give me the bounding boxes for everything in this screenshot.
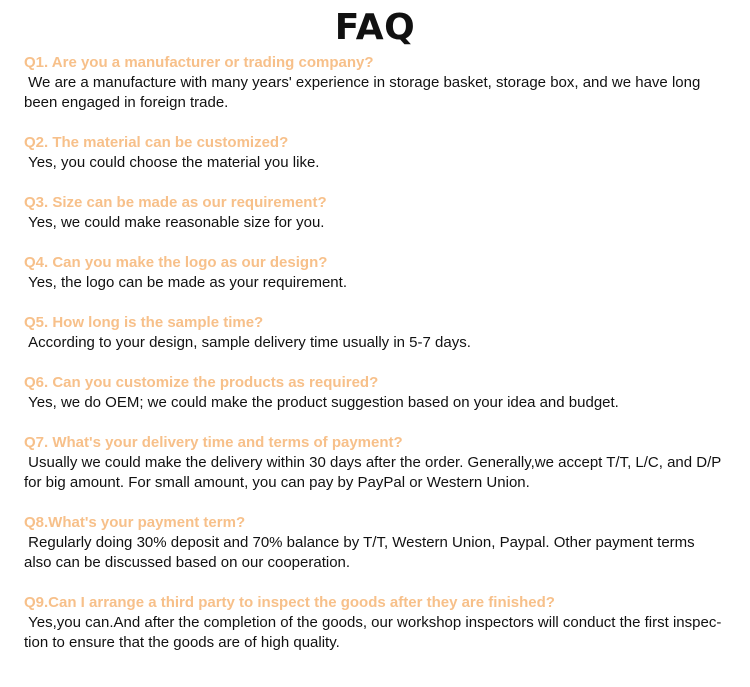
faq-answer-line: Yes, you could choose the material you like.: [24, 154, 320, 171]
faq-answer-line: Yes,you can.And after the completion of the goods, our workshop inspectors will conduct the first inspec-: [24, 614, 722, 631]
faq-item: [24, 53, 736, 133]
faq-answer-line: Yes, we could make reasonable size for you.: [24, 214, 325, 231]
page-title: FAQ: [334, 7, 416, 48]
faq-question: Q6. Can you customize the products as required?: [24, 374, 379, 391]
faq-question: Q7. What's your delivery time and terms of payment?: [24, 434, 403, 451]
faq-item: [24, 593, 736, 653]
faq-question: Q5. How long is the sample time?: [24, 314, 264, 331]
faq-answer-line: been engaged in foreign trade.: [24, 94, 229, 111]
faq-item: [24, 373, 736, 433]
faq-list: [24, 53, 736, 653]
faq-answer-line: According to your design, sample delivery time usually in 5-7 days.: [24, 334, 471, 351]
faq-item: [24, 133, 736, 193]
faq-answer-line: Usually we could make the delivery within 30 days after the order. Generally,we accept T/T, L/C, and D/P: [24, 454, 722, 471]
faq-answer-line: tion to ensure that the goods are of high quality.: [24, 634, 340, 651]
faq-item: [24, 193, 736, 253]
faq-item: [24, 433, 736, 513]
faq-answer-line: Regularly doing 30% deposit and 70% balance by T/T, Western Union, Paypal. Other payment terms: [24, 534, 695, 551]
faq-question: Q4. Can you make the logo as our design?: [24, 254, 328, 271]
faq-answer-line: Yes, we do OEM; we could make the product suggestion based on your idea and budget.: [24, 394, 619, 411]
faq-answer-line: Yes, the logo can be made as your requirement.: [24, 274, 347, 291]
faq-item: [24, 313, 736, 373]
faq-item: [24, 513, 736, 593]
faq-answer-line: We are a manufacture with many years' experience in storage basket, storage box, and we have long: [24, 74, 701, 91]
faq-question: Q9.Can I arrange a third party to inspect the goods after they are finished?: [24, 594, 555, 611]
faq-question: Q2. The material can be customized?: [24, 134, 289, 151]
faq-answer-line: for big amount. For small amount, you can pay by PayPal or Western Union.: [24, 474, 530, 491]
faq-answer-line: also can be discussed based on our cooperation.: [24, 554, 351, 571]
faq-item: [24, 253, 736, 313]
faq-question: Q8.What's your payment term?: [24, 514, 246, 531]
faq-question: Q1. Are you a manufacturer or trading company?: [24, 54, 374, 71]
faq-question: Q3. Size can be made as our requirement?: [24, 194, 327, 211]
